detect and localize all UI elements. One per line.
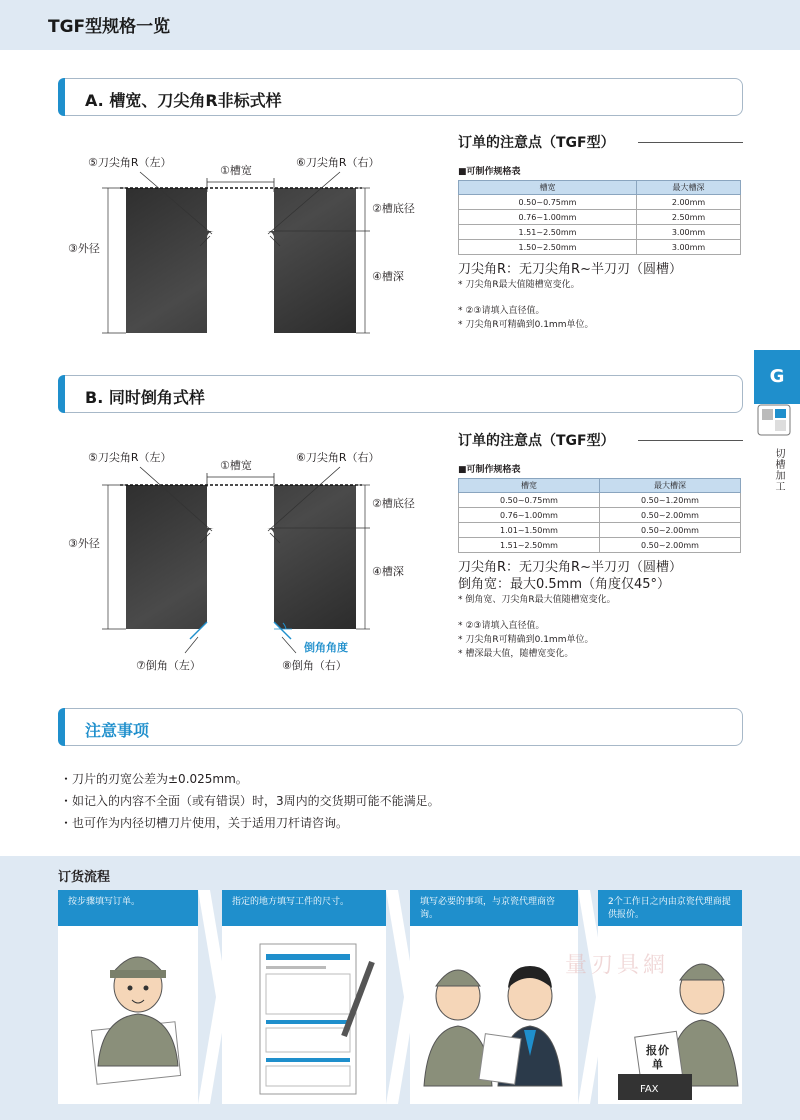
side-category-label: 切槽加工: [773, 448, 784, 492]
caution-item: ・也可作为内径切槽刀片使用，关于适用刀杆请咨询。: [60, 816, 349, 830]
caution-item: ・刀片的刃宽公差为±0.025mm。: [60, 772, 248, 786]
table-row: 1.01~1.50mm 0.50~2.00mm: [459, 523, 741, 538]
label-r-left: ⑤刀尖角R（左）: [88, 156, 172, 169]
step-text: 按步骤填写订单。: [58, 890, 198, 926]
notes-b-note3: * 刀尖角R可精确到0.1mm单位。: [458, 635, 594, 645]
workpiece-a: [126, 188, 356, 333]
flow-step-1: [58, 890, 198, 1104]
step-text: 填写必要的事项，与京瓷代理商咨询。: [410, 890, 578, 926]
notes-a: [458, 132, 748, 332]
quote-sign-2: 价: [658, 1044, 669, 1057]
section-accent-bar: [58, 78, 65, 116]
label-bottom-dia: ②槽底径: [372, 497, 415, 510]
caution-header: [58, 708, 743, 746]
label-width: ①槽宽: [220, 459, 252, 472]
notes-b-note1: * 倒角宽、刀尖角R最大值随槽宽变化。: [458, 595, 616, 605]
table-row: 0.76~1.00mm 0.50~2.00mm: [459, 508, 741, 523]
table-header: 槽宽: [459, 479, 600, 493]
index-tab-g[interactable]: G: [754, 350, 800, 404]
notes-b-radius-range: 刀尖角R：无刀尖角R~半刀刃（圆槽）: [458, 560, 682, 575]
label-r-left: ⑤刀尖角R（左）: [88, 451, 172, 464]
notes-b-note2: * ②③请填入直径值。: [458, 621, 545, 631]
grooving-icon: [757, 404, 791, 436]
label-outer-dia: ③外径: [68, 537, 100, 550]
caution-item: ・如记入的内容不全面（或有错误）时，3周内的交货期可能不能满足。: [60, 794, 440, 808]
notes-b: [458, 430, 748, 661]
caution-list: [60, 768, 440, 834]
fax-label: FAX: [640, 1084, 659, 1095]
worker-writing-illustration: [58, 926, 198, 1104]
notes-a-note3: * 刀尖角R可精确到0.1mm单位。: [458, 320, 594, 330]
step-text: 2个工作日之内由京瓷代理商提供报价。: [598, 890, 742, 926]
page-header: [0, 0, 800, 50]
order-flow: [0, 856, 800, 1120]
label-chamfer-angle: 倒角角度: [304, 641, 348, 654]
quote-sign-1: 报: [646, 1044, 657, 1057]
notes-a-title: 订单的注意点（TGF型）: [458, 132, 748, 154]
section-accent-bar: [58, 708, 65, 746]
label-chamfer-right: ⑧倒角（右）: [282, 659, 347, 672]
quote-sign-3: 单: [652, 1058, 663, 1071]
notes-b-title: 订单的注意点（TGF型）: [458, 430, 748, 452]
table-row: 0.50~0.75mm 0.50~1.20mm: [459, 493, 741, 508]
caution-title: 注意事项: [85, 721, 150, 740]
table-row: 0.76~1.00mm 2.50mm: [459, 210, 741, 225]
workpiece-b: [126, 485, 356, 629]
order-form-illustration: [222, 926, 386, 1104]
label-r-right: ⑥刀尖角R（右）: [296, 451, 380, 464]
order-flow-title: 订货流程: [58, 870, 111, 885]
spec-table-a: [458, 180, 741, 255]
flow-step-4: [598, 890, 742, 1104]
diagram-b: [60, 445, 440, 685]
watermark-logo: 量刃具網: [565, 953, 670, 978]
table-row: 1.50~2.50mm 3.00mm: [459, 240, 741, 255]
section-b-header: [58, 375, 743, 413]
section-accent-bar: [58, 375, 65, 413]
consultation-illustration: [410, 926, 578, 1104]
label-chamfer-left: ⑦倒角（左）: [136, 659, 201, 672]
label-depth: ④槽深: [372, 270, 404, 283]
flow-step-3: [410, 890, 578, 1104]
step-text: 指定的地方填写工件的尺寸。: [222, 890, 386, 926]
notes-b-note4: * 槽深最大值，随槽宽变化。: [458, 649, 574, 659]
diagram-a: [60, 150, 440, 390]
label-r-right: ⑥刀尖角R（右）: [296, 156, 380, 169]
section-a-title: A. 槽宽、刀尖角R非标式样: [85, 91, 282, 110]
table-row: 1.51~2.50mm 3.00mm: [459, 225, 741, 240]
notes-a-note2: * ②③请填入直径值。: [458, 306, 545, 316]
notes-b-chamfer-width: 倒角宽：最大0.5mm（角度仅45°）: [458, 577, 671, 592]
table-a-title: ■可制作规格表: [458, 167, 521, 177]
table-header: 最大槽深: [600, 479, 741, 493]
label-outer-dia: ③外径: [68, 242, 100, 255]
table-header: 最大槽深: [637, 181, 741, 195]
table-row: 0.50~0.75mm 2.00mm: [459, 195, 741, 210]
page-title: TGF型规格一览: [48, 17, 171, 37]
notes-a-note1: * 刀尖角R最大值随槽宽变化。: [458, 280, 580, 290]
spec-table-b: [458, 478, 741, 553]
label-width: ①槽宽: [220, 164, 252, 177]
label-depth: ④槽深: [372, 565, 404, 578]
notes-a-radius-range: 刀尖角R：无刀尖角R~半刀刃（圆槽）: [458, 262, 682, 277]
label-bottom-dia: ②槽底径: [372, 202, 415, 215]
section-b-title: B. 同时倒角式样: [85, 388, 205, 407]
table-header: 槽宽: [459, 181, 637, 195]
section-a-header: [58, 78, 743, 116]
flow-step-2: [222, 890, 386, 1104]
table-row: 1.51~2.50mm 0.50~2.00mm: [459, 538, 741, 553]
table-b-title: ■可制作规格表: [458, 465, 521, 475]
